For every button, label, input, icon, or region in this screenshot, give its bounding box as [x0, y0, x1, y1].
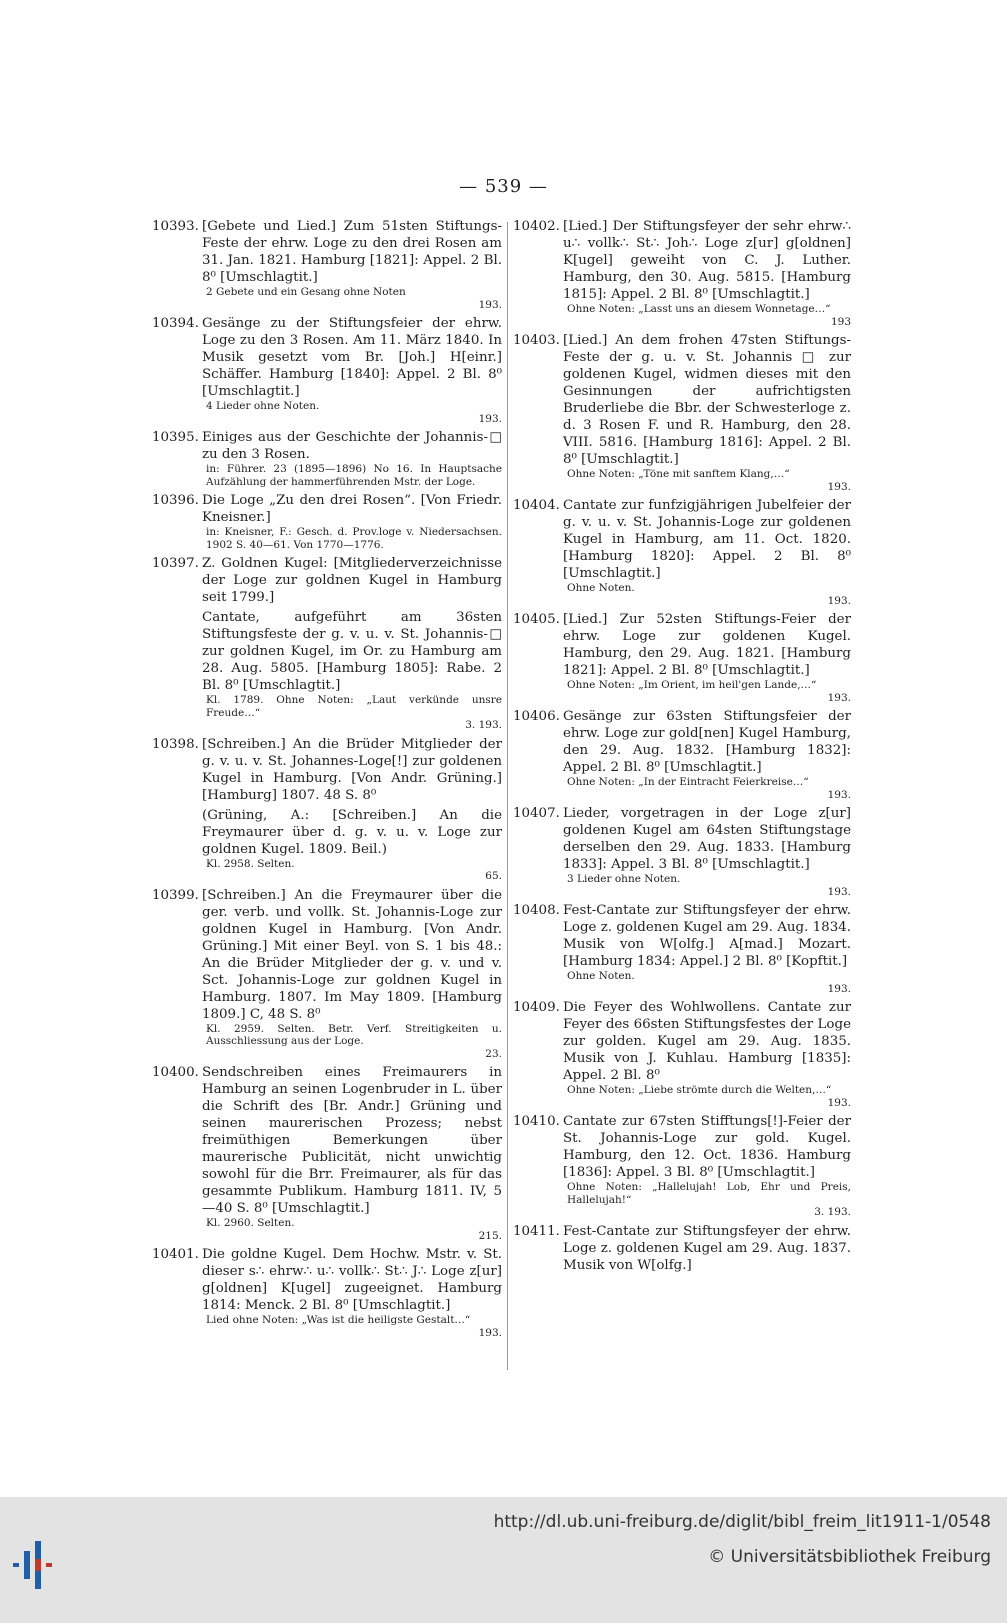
entry-number: 10402.: [513, 219, 560, 234]
catalog-entry: [513, 497, 851, 607]
catalog-entry: [152, 887, 502, 1061]
entry-title: [Lied.] Zur 52sten Stiftungs-Feier der ehrw. Loge zur goldenen Kugel. Hamburg, den 29. Aug. 1821. [Hamburg 1821]: Appel. 2 Bl. 8⁰ [Umschlagtit.]: [563, 612, 851, 678]
entry-title: [Lied.] Der Stiftungsfeyer der sehr ehrw∴ u∴ vollk∴ St∴ Joh∴ Loge z[ur] g[oldnen] K[ugel] geweiht von C. J. Luther. Hamburg, den 30. Aug. 5815. [Hamburg 1815]: Appel. 2 Bl. 8⁰ [Umschlagtit.]: [563, 219, 851, 302]
entry-reference: 193.: [827, 885, 851, 898]
catalog-entry: [513, 708, 851, 801]
entry-note: 4 Lieder ohne Noten.: [206, 400, 320, 412]
entry-note: Ohne Noten: „Im Orient, im heil'gen Lande,…“: [567, 679, 817, 691]
entry-note: Ohne Noten.: [567, 582, 635, 594]
entry-number: 10396.: [152, 493, 199, 508]
right-column: [513, 218, 851, 1278]
catalog-entry: [152, 736, 502, 883]
catalog-entry: [513, 1113, 851, 1219]
catalog-entry: [513, 611, 851, 704]
entry-title: [Schreiben.] An die Brüder Mitglieder der g. v. u. v. St. Johannes-Loge[!] zur goldenen Kugel in Hamburg. [Von Andr. Grüning.] [Hamburg] 1807. 48 S. 8⁰: [202, 736, 502, 803]
entry-number: 10406.: [513, 709, 560, 724]
entry-reference: 65.: [485, 870, 502, 882]
entry-title: Lieder, vorgetragen in der Loge z[ur] goldenen Kugel am 64sten Stiftungstage derselben den 29. Aug. 1833. [Hamburg 1833]: Appel. 3 Bl. 8⁰ [Umschlagtit.]: [563, 806, 851, 872]
entry-number: 10407.: [513, 806, 560, 821]
catalog-entry: [513, 999, 851, 1109]
library-logo-icon: [10, 1537, 62, 1593]
entry-number: 10394.: [152, 316, 199, 331]
page-number: — 539 —: [459, 176, 548, 197]
catalog-entry: [152, 315, 502, 425]
entry-reference: 193.: [827, 1096, 851, 1109]
entry-note: 3 Lieder ohne Noten.: [567, 873, 681, 885]
entry-note: 2 Gebete und ein Gesang ohne Noten: [206, 286, 406, 298]
catalog-entry: [152, 218, 502, 311]
entry-title: Die Loge „Zu den drei Rosen“. [Von Friedr. Kneisner.]: [202, 493, 502, 525]
entry-reference: 3. 193.: [465, 719, 502, 731]
entry-number: 10400.: [152, 1065, 199, 1080]
catalog-entry: [513, 332, 851, 493]
catalog-entry: [513, 902, 851, 995]
entry-note: Kl. 2960. Selten.: [206, 1217, 295, 1229]
entry-title: Die goldne Kugel. Dem Hochw. Mstr. v. St. dieser s∴ ehrw∴ u∴ vollk∴ St∴ J∴ Loge z[ur] g[oldnen] K[ugel] zugeeignet. Hamburg 1814: Menck. 2 Bl. 8⁰ [Umschlagtit.]: [202, 1247, 502, 1313]
catalog-entry: [513, 218, 851, 328]
entry-number: 10411.: [513, 1223, 560, 1239]
entry-number: 10398.: [152, 736, 199, 752]
entry-title: Fest-Cantate zur Stiftungsfeyer der ehrw. Loge z. goldenen Kugel am 29. Aug. 1837. Musik von W[olfg.]: [563, 1223, 851, 1273]
entry-note: Ohne Noten.: [567, 970, 635, 982]
entry-subentry: (Grüning, A.: [Schreiben.] An die Freymaurer über d. g. v. u. v. Loge zur goldnen Kugel. 1809. Beil.): [202, 807, 502, 857]
catalog-entry: [513, 1223, 851, 1274]
footer-url-link[interactable]: http://dl.ub.uni-freiburg.de/diglit/bibl_freim_lit1911-1/0548: [493, 1512, 991, 1532]
entry-title: Z. Goldnen Kugel: [Mitgliederverzeichnisse der Loge zur goldnen Kugel in Hamburg seit 1799.]: [202, 556, 502, 605]
entry-note: Ohne Noten: „Töne mit sanftem Klang,…“: [567, 468, 790, 480]
entry-note: Ohne Noten: „Hallelujah! Lob, Ehr und Preis, Hallelujah!“: [567, 1181, 851, 1206]
entry-reference: 193.: [827, 480, 851, 493]
entry-subentry: Cantate, aufgeführt am 36sten Stiftungsfeste der g. v. u. v. St. Johannis-□ zur goldnen Kugel, im Or. zu Hamburg am 28. Aug. 5805. [Hamburg 1805]: Rabe. 2 Bl. 8⁰ [Umschlagtit.]: [202, 610, 502, 693]
catalog-entry: [152, 1064, 502, 1242]
entry-reference: 193.: [827, 691, 851, 704]
entry-note: in: Führer. 23 (1895—1896) No 16. In Hauptsache Aufzählung der hammerführenden Mstr. der Loge.: [206, 463, 502, 488]
entry-note: in: Kneisner, F.: Gesch. d. Prov.loge v. Niedersachsen. 1902 S. 40—61. Von 1770—1776.: [206, 526, 502, 551]
entry-title: Cantate zur 67sten Stifftungs[!]-Feier der St. Johannis-Loge zur gold. Kugel. Hamburg, den 12. Oct. 1836. Hamburg [1836]: Appel. 3 Bl. 8⁰ [Umschlagtit.]: [563, 1114, 851, 1180]
entry-reference: 193.: [478, 412, 502, 425]
entry-title: Gesänge zu der Stiftungsfeier der ehrw. Loge zu den 3 Rosen. Am 11. März 1840. In Musik gesetzt vom Br. [Joh.] H[einr.] Schäffer. Hamburg [1840]: Appel. 2 Bl. 8⁰ [Umschlagtit.]: [202, 316, 502, 399]
catalog-entry: [152, 555, 502, 732]
entry-note: Ohne Noten: „Liebe strömte durch die Welten,…“: [567, 1084, 832, 1096]
entry-number: 10404.: [513, 498, 560, 513]
catalog-entry: [152, 1246, 502, 1339]
catalog-entry: [152, 429, 502, 488]
entry-title: Sendschreiben eines Freimaurers in Hamburg an seinen Logenbruder in L. über die Schrift des [Br. Andr.] Grüning und seinen maurerischen Prozess; nebst freimüthigen Bemerkungen über maurerische Publicität, nicht unwichtig sowohl für die Brr. Freimaurer, als für das gesammte Publikum. Hamburg 1811. IV, 5—40 S. 8⁰ [Umschlagtit.]: [202, 1065, 502, 1216]
entry-reference: 215.: [478, 1229, 502, 1242]
entry-number: 10409.: [513, 1000, 560, 1015]
entry-number: 10405.: [513, 612, 560, 627]
entry-number: 10408.: [513, 903, 560, 918]
entry-note: Ohne Noten: „Lasst uns an diesem Wonnetage…“: [567, 303, 831, 315]
entry-note: Kl. 2959. Selten. Betr. Verf. Streitigkeiten u. Ausschliessung aus der Loge.: [206, 1022, 502, 1047]
catalog-entry: [152, 492, 502, 551]
footer-copyright: © Universitätsbibliothek Freiburg: [708, 1547, 991, 1567]
column-divider: [507, 222, 508, 1370]
entry-number: 10410.: [513, 1114, 560, 1129]
entry-note: Ohne Noten: „In der Eintracht Feierkreise…“: [567, 776, 809, 788]
entry-title: [Schreiben.] An die Freymaurer über die ger. verb. und vollk. St. Johannis-Loge zur goldnen Kugel in Hamburg. [Von Andr. Grüning.] Mit einer Beyl. von S. 1 bis 48.: An die Brüder Mitglieder der g. v. und v. Sct. Johannis-Loge zur goldnen Kugel in Hamburg. 1807. Im May 1809. [Hamburg 1809.] C, 48 S. 8⁰: [202, 887, 502, 1022]
entry-title: Fest-Cantate zur Stiftungsfeyer der ehrw. Loge z. goldenen Kugel am 29. Aug. 1834. Musik von W[olfg.] A[mad.] Mozart. [Hamburg 1834: Appel.] 2 Bl. 8⁰ [Kopftit.]: [563, 903, 851, 969]
catalog-entry: [513, 805, 851, 898]
entry-title: [Lied.] An dem frohen 47sten Stiftungs-Feste der g. u. v. St. Johannis □ zur goldenen Kugel, widmen dieses mit den Gesinnungen der aufrichtigsten Bruderliebe die Bbr. der Schwesterloge z. d. 3 Rosen F. und R. Hamburg, den 28. VIII. 5816. [Hamburg 1816]: Appel. 2 Bl. 8⁰ [Umschlagtit.]: [563, 333, 851, 467]
entry-note: Lied ohne Noten: „Was ist die heiligste Gestalt…“: [206, 1314, 471, 1326]
entry-number: 10395.: [152, 430, 199, 445]
entry-reference: 193.: [478, 298, 502, 311]
entry-title: Einiges aus der Geschichte der Johannis-□ zu den 3 Rosen.: [202, 430, 502, 462]
entry-number: 10393.: [152, 219, 199, 234]
entry-number: 10399.: [152, 887, 199, 903]
entry-title: [Gebete und Lied.] Zum 51sten Stiftungs-Feste der ehrw. Loge zu den drei Rosen am 31. Jan. 1821. Hamburg [1821]: Appel. 2 Bl. 8⁰ [Umschlagtit.]: [202, 219, 502, 285]
entry-reference: 193: [830, 315, 851, 328]
entry-reference: 193.: [478, 1326, 502, 1339]
left-column: [152, 218, 502, 1343]
entry-reference: 193.: [827, 594, 851, 607]
entry-reference: 193.: [827, 788, 851, 801]
entry-number: 10401.: [152, 1247, 199, 1262]
entry-number: 10397.: [152, 556, 199, 571]
entry-title: Die Feyer des Wohlwollens. Cantate zur Feyer des 66sten Stiftungsfestes der Loge zur golden. Kugel am 29. Aug. 1835. Musik von J. Kuhlau. Hamburg [1835]: Appel. 2 Bl. 8⁰: [563, 1000, 851, 1083]
entry-number: 10403.: [513, 333, 560, 348]
entry-note: Kl. 1789. Ohne Noten: „Laut verkünde unsre Freude…“: [206, 694, 502, 719]
entry-title: Gesänge zur 63sten Stiftungsfeier der ehrw. Loge zur gold[nen] Kugel Hamburg, den 29. Aug. 1832. [Hamburg 1832]: Appel. 2 Bl. 8⁰ [Umschlagtit.]: [563, 709, 851, 775]
entry-reference: 3. 193.: [814, 1206, 851, 1218]
entry-reference: 193.: [827, 982, 851, 995]
entry-note: Kl. 2958. Selten.: [206, 857, 295, 870]
entry-reference: 23.: [485, 1047, 502, 1060]
entry-title: Cantate zur funfzigjährigen Jubelfeier der g. v. u. v. St. Johannis-Loge zur goldenen Kugel in Hamburg, am 11. Oct. 1820. [Hamburg 1820]: Appel. 2 Bl. 8⁰ [Umschlagtit.]: [563, 498, 851, 581]
